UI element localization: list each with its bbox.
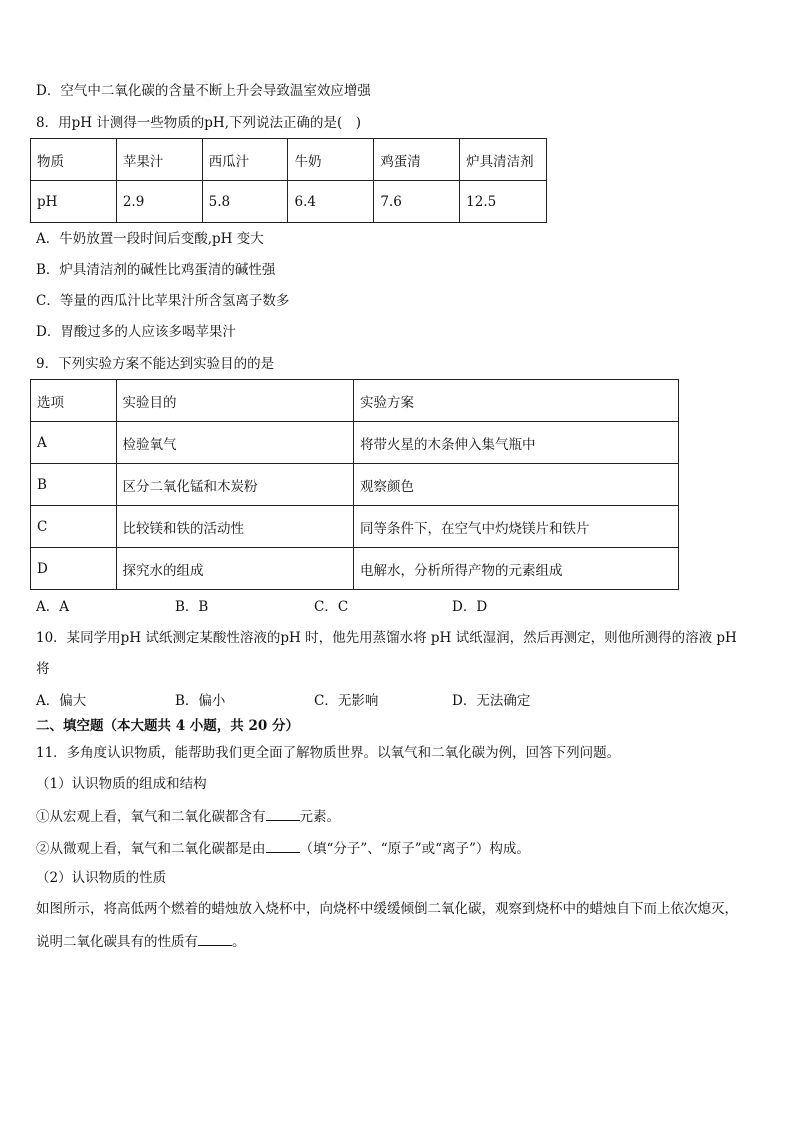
table-cell: 比较镁和铁的活动性 — [116, 506, 353, 548]
table-cell: 电解水，分析所得产物的元素组成 — [353, 548, 678, 590]
q8-ph-table — [30, 138, 547, 223]
answer-blank[interactable] — [266, 806, 300, 821]
answer-blank[interactable] — [266, 838, 300, 853]
table-cell: D — [31, 548, 117, 590]
q10-stem-line1: 10．某同学用pH 试纸测定某酸性溶液的pH 时，他先用蒸馏水将 pH 试纸湿润，然后再测定，则他所测得的溶液 pH — [36, 630, 737, 646]
table-cell: 5.8 — [202, 181, 288, 223]
q11-para-after: 。 — [232, 934, 246, 950]
table-row — [31, 464, 679, 506]
table-row — [31, 506, 679, 548]
q11-part1: （1）认识物质的组成和结构 — [36, 776, 207, 792]
q8-option-a: A．牛奶放置一段时间后变酸,pH 变大 — [36, 231, 264, 247]
table-row — [31, 139, 547, 181]
table-cell: pH — [31, 181, 117, 223]
table-cell: 牛奶 — [288, 139, 374, 181]
q11-para-before: 说明二氧化碳具有的性质有 — [36, 934, 198, 950]
table-cell: 将带火星的木条伸入集气瓶中 — [353, 422, 678, 464]
q9-option-b: B．B — [175, 599, 209, 615]
table-cell: 鸡蛋清 — [374, 139, 460, 181]
q10-option-b: B．偏小 — [175, 693, 226, 709]
table-cell: 7.6 — [374, 181, 460, 223]
q11-item1 — [36, 806, 340, 826]
q11-item2-after: （填“分子”、“原子”或“离子”）构成。 — [299, 841, 530, 857]
q9-option-c: C．C — [314, 599, 349, 615]
q10-option-a: A．偏大 — [36, 693, 87, 709]
table-cell: 物质 — [31, 139, 117, 181]
q9-experiment-table — [30, 379, 679, 590]
table-cell: 炉具清洁剂 — [460, 139, 547, 181]
q7-option-d: D．空气中二氧化碳的含量不断上升会导致温室效应增强 — [36, 83, 371, 99]
table-cell: 12.5 — [460, 181, 547, 223]
q9-option-a: A．A — [36, 599, 69, 615]
q11-item1-before: ①从宏观上看，氧气和二氧化碳都含有 — [36, 809, 266, 825]
q9-option-d: D．D — [452, 599, 488, 615]
q11-item1-after: 元素。 — [299, 809, 340, 825]
table-cell: A — [31, 422, 117, 464]
table-cell: C — [31, 506, 117, 548]
q8-stem: 8．用pH 计测得一些物质的pH,下列说法正确的是( ) — [36, 115, 362, 131]
table-row — [31, 380, 679, 422]
table-cell: 西瓜汁 — [202, 139, 288, 181]
q8-option-d: D．胃酸过多的人应该多喝苹果汁 — [36, 324, 236, 340]
table-cell: 苹果汁 — [116, 139, 202, 181]
q10-option-d: D．无法确定 — [452, 693, 531, 709]
table-row — [31, 422, 679, 464]
q8-option-b: B．炉具清洁剂的碱性比鸡蛋清的碱性强 — [36, 262, 276, 278]
q8-option-c: C．等量的西瓜汁比苹果汁所含氢离子数多 — [36, 293, 290, 309]
q11-paragraph-line1: 如图所示，将高低两个燃着的蜡烛放入烧杯中，向烧杯中缓缓倾倒二氧化碳，观察到烧杯中的蜡烛自下而上依次熄灭， — [36, 901, 738, 917]
q11-paragraph-line2 — [36, 931, 246, 951]
table-cell: 观察颜色 — [353, 464, 678, 506]
q11-part2: （2）认识物质的性质 — [36, 870, 167, 886]
q10-stem-line2: 将 — [36, 661, 50, 677]
table-cell: 同等条件下，在空气中灼烧镁片和铁片 — [353, 506, 678, 548]
table-cell: 实验目的 — [116, 380, 353, 422]
section-heading-fill-in: 二、填空题（本大题共 4 小题，共 20 分） — [36, 718, 299, 734]
table-cell: 探究水的组成 — [116, 548, 353, 590]
q10-option-c: C．无影响 — [314, 693, 379, 709]
table-cell: 实验方案 — [353, 380, 678, 422]
table-cell: 选项 — [31, 380, 117, 422]
q11-item2 — [36, 838, 530, 858]
table-cell: 6.4 — [288, 181, 374, 223]
table-cell: B — [31, 464, 117, 506]
q11-stem: 11．多角度认识物质，能帮助我们更全面了解物质世界。以氧气和二氧化碳为例，回答下列问题。 — [36, 745, 621, 761]
q11-item2-before: ②从微观上看，氧气和二氧化碳都是由 — [36, 841, 266, 857]
table-row — [31, 181, 547, 223]
table-cell: 2.9 — [116, 181, 202, 223]
table-cell: 区分二氧化锰和木炭粉 — [116, 464, 353, 506]
q9-stem: 9．下列实验方案不能达到实验目的的是 — [36, 356, 275, 372]
table-cell: 检验氧气 — [116, 422, 353, 464]
table-row — [31, 548, 679, 590]
answer-blank[interactable] — [198, 931, 232, 946]
